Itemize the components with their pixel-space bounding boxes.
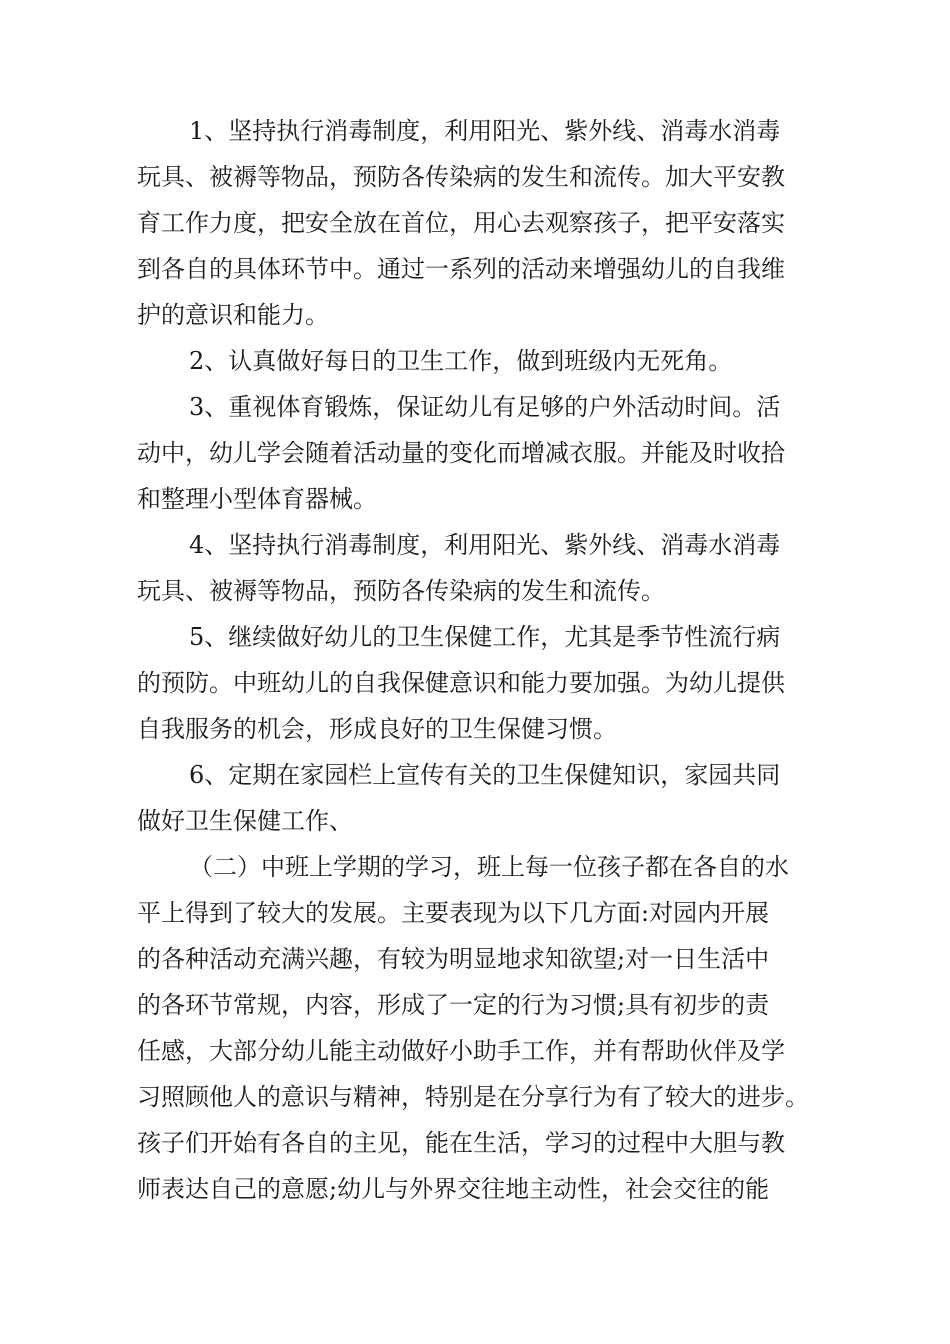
text-line: 护的意识和能力。 [137,301,329,329]
text-line: 任感，大部分幼儿能主动做好小助手工作，并有帮助伙伴及学 [137,1037,785,1065]
paragraph-item-1 [137,108,837,338]
text-line: 4、坚持执行消毒制度，利用阳光、紫外线、消毒水消毒 [189,531,781,559]
text-line: 的预防。中班幼儿的自我保健意识和能力要加强。为幼儿提供 [137,669,785,697]
text-line: 孩子们开始有各自的主见，能在生活，学习的过程中大胆与教 [137,1129,785,1157]
text-line: 做好卫生保健工作、 [137,807,353,835]
paragraph-item-5 [137,614,837,752]
text-line: 的各环节常规，内容，形成了一定的行为习惯;具有初步的责 [137,991,770,1019]
paragraph-item-6 [137,752,837,844]
text-line: 平上得到了较大的发展。主要表现为以下几方面:对园内开展 [137,899,770,927]
text-line: 育工作力度，把安全放在首位，用心去观察孩子，把平安落实 [137,209,785,237]
text-line: 习照顾他人的意识与精神，特别是在分享行为有了较大的进步。 [137,1083,809,1111]
paragraph-item-2 [137,338,837,384]
text-line: 和整理小型体育器械。 [137,485,377,513]
paragraph-section-2 [137,844,837,1212]
document-body [137,108,837,1212]
text-line: 师表达自己的意愿;幼儿与外界交往地主动性，社会交往的能 [137,1175,770,1203]
text-line: 5、继续做好幼儿的卫生保健工作，尤其是季节性流行病 [189,623,781,651]
text-line: 2、认真做好每日的卫生工作，做到班级内无死角。 [189,347,733,375]
text-line: （二）中班上学期的学习，班上每一位孩子都在各自的水 [189,853,789,881]
text-line: 玩具、被褥等物品，预防各传染病的发生和流传。 [137,577,665,605]
paragraph-item-4 [137,522,837,614]
paragraph-item-3 [137,384,837,522]
text-line: 1、坚持执行消毒制度，利用阳光、紫外线、消毒水消毒 [189,117,781,145]
text-line: 6、定期在家园栏上宣传有关的卫生保健知识，家园共同 [189,761,781,789]
text-line: 的各种活动充满兴趣，有较为明显地求知欲望;对一日生活中 [137,945,770,973]
text-line: 动中，幼儿学会随着活动量的变化而增减衣服。并能及时收拾 [137,439,785,467]
text-line: 3、重视体育锻炼，保证幼儿有足够的户外活动时间。活 [189,393,781,421]
text-line: 玩具、被褥等物品，预防各传染病的发生和流传。加大平安教 [137,163,785,191]
text-line: 到各自的具体环节中。通过一系列的活动来增强幼儿的自我维 [137,255,785,283]
text-line: 自我服务的机会，形成良好的卫生保健习惯。 [137,715,617,743]
